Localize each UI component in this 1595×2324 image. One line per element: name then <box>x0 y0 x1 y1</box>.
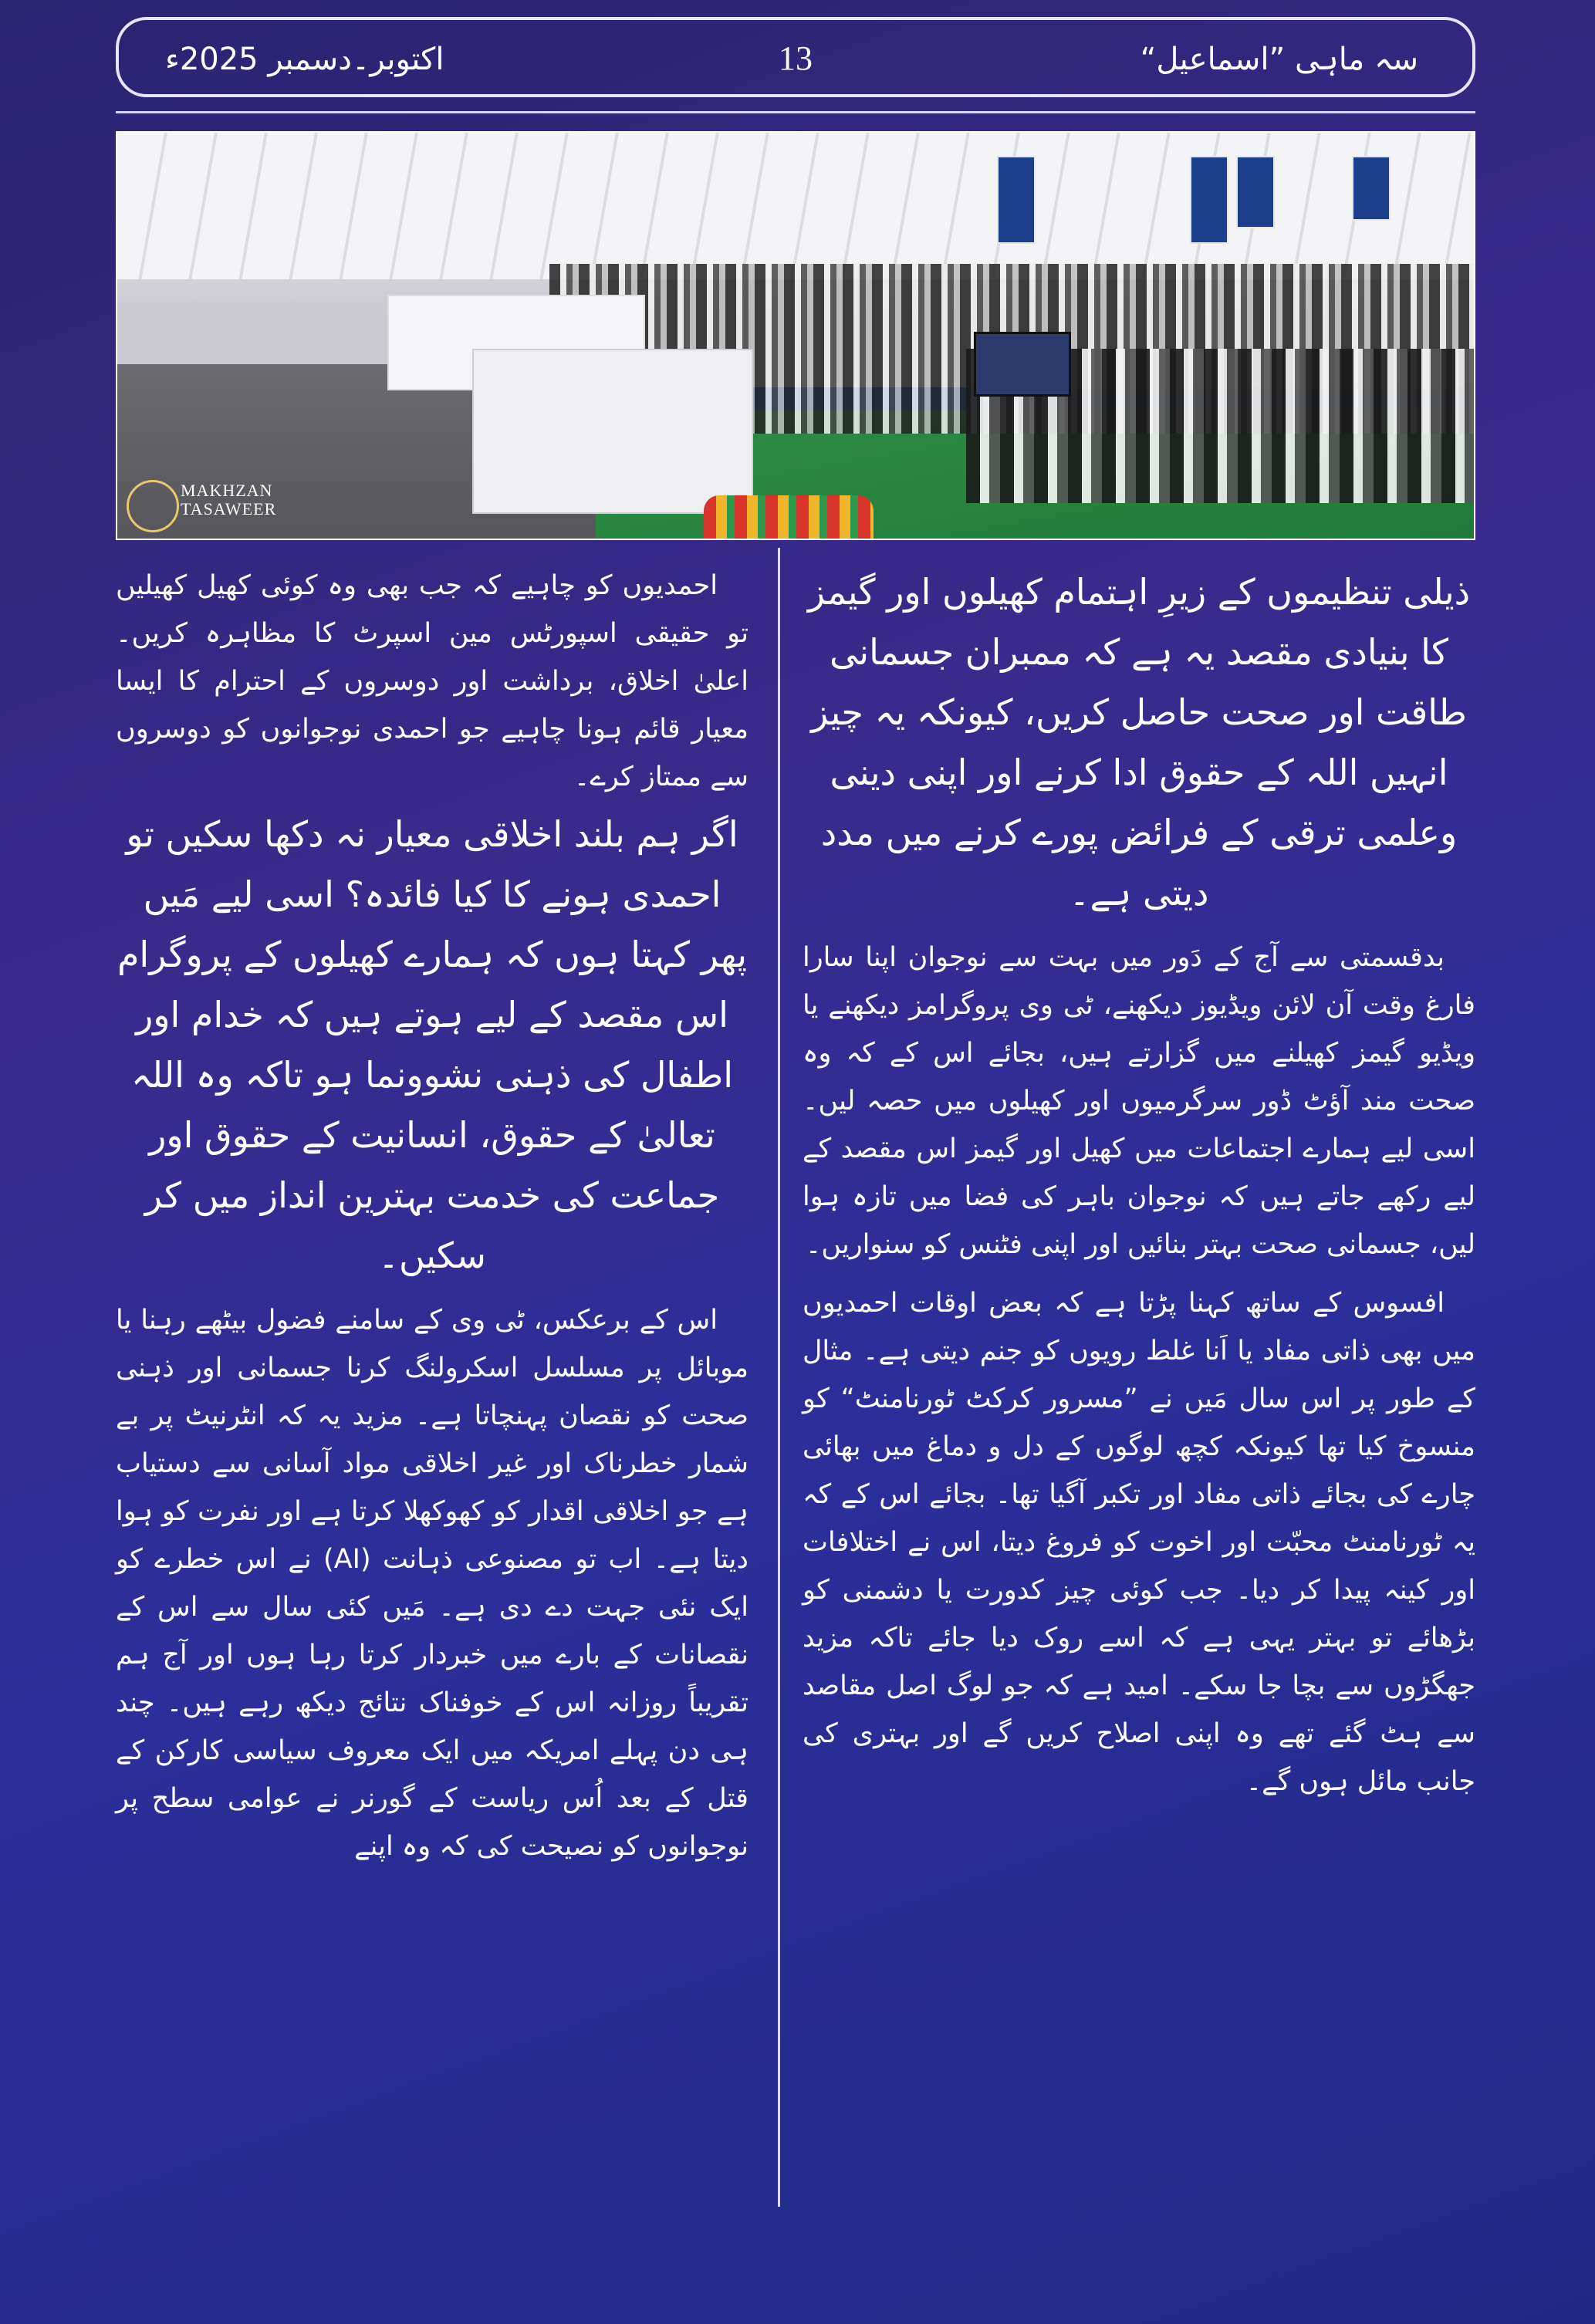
issue-date: اکتوبر۔دسمبر 2025ء <box>165 42 444 77</box>
photo-watermark: MAKHZAN TASAWEER <box>181 481 277 519</box>
left-column <box>116 562 749 1870</box>
magazine-title: سہ ماہی ”اسماعیل“ <box>1140 42 1418 77</box>
photo-flowers <box>704 495 874 540</box>
photo-banner <box>1352 156 1391 221</box>
photo-screen <box>974 332 1071 397</box>
left-paragraph-1: احمدیوں کو چاہیے کہ جب بھی وہ کوئی کھیل کھیلیں تو حقیقی اسپورٹس مین اسپرٹ کا مظاہرہ کریں۔ اعلیٰ اخلاق، برداشت اور دوسروں کے احترام کا ایسا معیار قائم ہونا چاہیے جو احمدی نوجوانوں کو دوسروں سے ممتاز کرے۔ <box>116 570 749 792</box>
photo-banner <box>997 156 1036 244</box>
column-divider <box>778 548 780 2207</box>
right-column <box>803 562 1475 1805</box>
photo-banner <box>1236 156 1275 228</box>
photo-banner <box>1190 156 1228 244</box>
left-paragraph-2: اس کے برعکس، ٹی وی کے سامنے فضول بیٹھے رہنا یا موبائل پر مسلسل اسکرولنگ کرنا جسمانی اور ذہنی صحت کو نقصان پہنچاتا ہے۔ مزید یہ کہ انٹرنیٹ پر بے شمار خطرناک اور غیر اخلاقی مواد آسانی سے دستیاب ہے جو اخلاقی اقدار کو کھوکھلا کرتا ہے اور نفرت کو ہوا دیتا ہے۔ اب تو مصنوعی ذہانت (AI) نے اس خطرے کو ایک نئی جہت دے دی ہے۔ مَیں کئی سال سے اس کے نقصانات کے بارے میں خبردار کرتا رہا ہوں اور آج ہم تقریباً روزانہ اس کے خوفناک نتائج دیکھ رہے ہیں۔ چند ہی دن پہلے امریکہ میں ایک معروف سیاسی کارکن کے قتل کے بعد اُس ریاست کے گورنر نے عوامی سطح پر نوجوانوں کو نصیحت کی کہ وہ اپنے <box>116 1305 749 1862</box>
running-header <box>116 17 1475 97</box>
right-paragraph-1: بدقسمتی سے آج کے دَور میں بہت سے نوجوان اپنا سارا فارغ وقت آن لائن ویڈیوز دیکھنے، ٹی وی پروگرامز دیکھنے یا ویڈیو گیمز کھیلنے میں گزارتے ہیں، بجائے اس کے کہ وہ صحت مند آؤٹ ڈور سرگرمیوں اور کھیلوں میں حصہ لیں۔ اسی لیے ہمارے اجتماعات میں کھیل اور گیمز اس مقصد کے لیے رکھے جاتے ہیں کہ نوجوان باہر کی فضا میں تازہ ہوا لیں، جسمانی صحت بہتر بنائیں اور اپنی فٹنس کو سنواریں۔ <box>803 942 1475 1260</box>
photo-desk <box>472 349 753 514</box>
page-number: 13 <box>779 39 813 77</box>
right-paragraph-2: افسوس کے ساتھ کہنا پڑتا ہے کہ بعض اوقات احمدیوں میں بھی ذاتی مفاد یا اَنا غلط رویوں کو جنم دیتی ہے۔ مثال کے طور پر اس سال مَیں نے ”مسرور کرکٹ ٹورنامنٹ“ کو منسوخ کیا تھا کیونکہ کچھ لوگوں کے دل و دماغ میں بھائی چارے کی بجائے ذاتی مفاد اور تکبر آگیا تھا۔ بجائے اس کے کہ یہ ٹورنامنٹ محبّت اور اخوت کو فروغ دیتا، اس نے اختلافات اور کینہ پیدا کر دیا۔ جب کوئی چیز کدورت یا دشمنی کو بڑھائے تو بہتر یہی ہے کہ اسے روک دیا جائے تاکہ مزید جھگڑوں سے بچا جا سکے۔ امید ہے کہ جو لوگ اصل مقاصد سے ہٹ گئے تھے وہ اپنی اصلاح کریں گے اور بہتری کی جانب مائل ہوں گے۔ <box>803 1288 1475 1797</box>
event-photo <box>116 131 1475 540</box>
watermark-logo-icon <box>127 480 179 532</box>
header-rule <box>116 111 1475 113</box>
right-pullquote: ذیلی تنظیموں کے زیرِ اہتمام کھیلوں اور گیمز کا بنیادی مقصد یہ ہے کہ ممبران جسمانی طاقت اور صحت حاصل کریں، کیونکہ یہ چیز انہیں اللہ کے حقوق ادا کرنے اور اپنی دینی وعلمی ترقی کے فرائض پورے کرنے میں مدد دیتی ہے۔ <box>807 571 1471 914</box>
left-pullquote: اگر ہم بلند اخلاقی معیار نہ دکھا سکیں تو احمدی ہونے کا کیا فائدہ؟ اسی لیے مَیں پھر کہتا ہوں کہ ہمارے کھیلوں کے پروگرام اس مقصد کے لیے ہوتے ہیں کہ خدام اور اطفال کی ذہنی نشوونما ہو تاکہ وہ اللہ تعالیٰ کے حقوق، انسانیت کے حقوق اور جماعت کی خدمت بہترین انداز میں کر سکیں۔ <box>117 813 748 1276</box>
